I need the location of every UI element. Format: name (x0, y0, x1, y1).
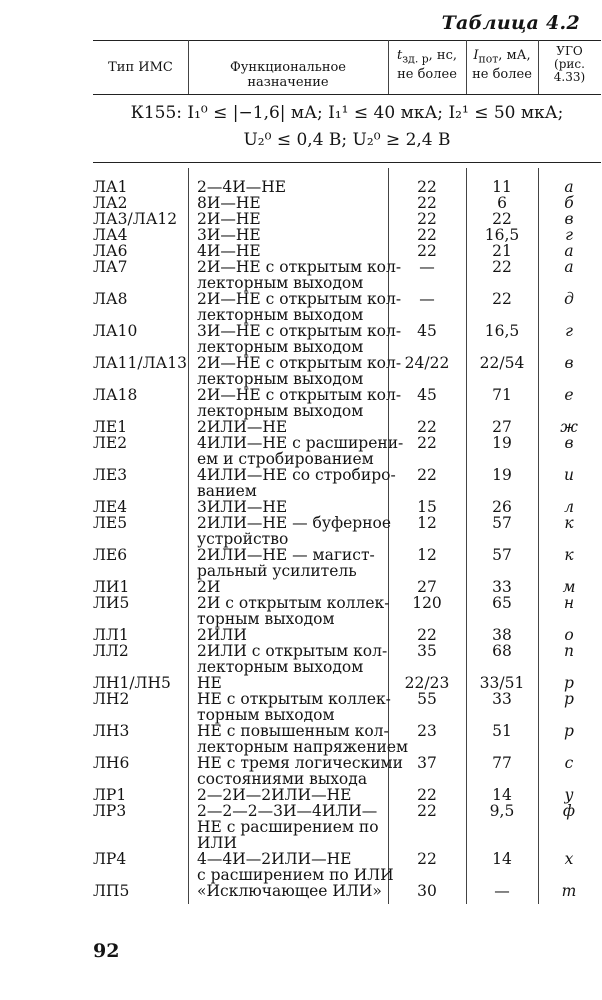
current-value: 14 (492, 850, 512, 868)
ugo-letter: б (564, 194, 574, 212)
delay-value: 22 (417, 786, 437, 804)
current-value: 33 (492, 578, 512, 596)
delay-value: 22 (417, 466, 437, 484)
ugo-letter: е (564, 386, 574, 404)
function-text: ванием (197, 482, 257, 500)
function-text: НЕ с повышенным кол- (197, 722, 389, 740)
delay-value: 22 (417, 418, 437, 436)
delay-value: 22 (417, 626, 437, 644)
header-bottom-rule (93, 94, 601, 95)
function-text: 2И—НЕ (197, 210, 261, 228)
current-value: 22 (492, 210, 512, 228)
function-text: 2И—НЕ с открытым кол- (197, 386, 402, 404)
current-value: 9,5 (489, 802, 515, 820)
ic-type: ЛА7 (93, 258, 128, 276)
ugo-letter: д (564, 290, 574, 308)
ugo-letter: в (564, 354, 574, 372)
current-value: 27 (492, 418, 512, 436)
delay-value: — (419, 258, 435, 276)
current-value: 22 (492, 290, 512, 308)
ugo-letter: г (565, 322, 573, 340)
function-text: лекторным выходом (197, 658, 364, 676)
ic-type: ЛА8 (93, 290, 128, 308)
function-text: 3И—НЕ (197, 226, 261, 244)
function-text: лекторным выходом (197, 370, 364, 388)
ic-type: ЛЛ2 (93, 642, 129, 660)
current-limit: не более (472, 66, 532, 82)
current-value: 22 (492, 258, 512, 276)
ugo-letter: ж (560, 418, 578, 436)
delay-value: 22 (417, 802, 437, 820)
function-text: торным выходом (197, 610, 335, 628)
ugo-letter: р (564, 690, 574, 708)
function-text: 3И—НЕ с открытым кол- (197, 322, 402, 340)
ugo-letter: а (564, 258, 574, 276)
header-current (466, 48, 538, 82)
ic-type: ЛЕ6 (93, 546, 128, 564)
ic-type: ЛП5 (93, 882, 130, 900)
ugo-letter: р (564, 674, 574, 692)
series-note-line-1: К155: I₁⁰ ≤ |−1,6| мА; I₁¹ ≤ 40 мкА; I₂¹ ≤ 50 мкА; (130, 103, 564, 123)
delay-subscript: зд. р (402, 52, 429, 66)
function-text: с расширением по ИЛИ (197, 866, 394, 884)
delay-value: 37 (417, 754, 437, 772)
column-divider (538, 168, 539, 904)
function-text: «Исключающее ИЛИ» (197, 882, 382, 900)
ugo-line-1: УГО (556, 44, 583, 58)
ic-type: ЛР4 (93, 850, 127, 868)
function-text: устройство (197, 530, 289, 548)
current-value: 19 (492, 466, 512, 484)
function-text: НЕ с тремя логическими (197, 754, 403, 772)
function-text: 2ИЛИ—НЕ — буферное (197, 514, 392, 532)
current-value: 6 (497, 194, 507, 212)
delay-value: 22/23 (404, 674, 450, 692)
function-text: 2ИЛИ—НЕ (197, 418, 288, 436)
function-text: ем и стробированием (197, 450, 374, 468)
header-top-rule (93, 40, 601, 41)
delay-limit: не более (397, 66, 457, 82)
table-caption: Таблица 4.2 (441, 12, 580, 34)
current-subscript: пот (478, 52, 499, 66)
function-text: НЕ с открытым коллек- (197, 690, 391, 708)
ugo-line-2: (рис. (554, 57, 585, 71)
delay-value: 45 (417, 322, 437, 340)
current-value: 14 (492, 786, 512, 804)
ic-type: ЛЕ1 (93, 418, 128, 436)
ic-type: ЛЕ3 (93, 466, 128, 484)
current-value: 11 (492, 178, 512, 196)
function-text: 2ИЛИ (197, 626, 247, 644)
function-text: лекторным выходом (197, 402, 364, 420)
ic-type: ЛН3 (93, 722, 130, 740)
ugo-letter: л (564, 498, 574, 516)
ic-type: ЛА11/ЛА13 (93, 354, 188, 372)
header-function: Функциональное назначение (229, 60, 347, 90)
delay-value: 22 (417, 178, 437, 196)
ic-type: ЛЕ2 (93, 434, 128, 452)
current-value: 71 (492, 386, 512, 404)
function-text: НЕ (197, 674, 222, 692)
function-text: 2И с открытым коллек- (197, 594, 390, 612)
delay-value: 22 (417, 194, 437, 212)
delay-unit: , нс, (428, 48, 457, 63)
ic-type: ЛА3/ЛА12 (93, 210, 178, 228)
delay-value: 45 (417, 386, 437, 404)
current-value: 16,5 (484, 226, 520, 244)
ugo-letter: г (565, 226, 573, 244)
ugo-letter: а (564, 178, 574, 196)
delay-value: 24/22 (404, 354, 450, 372)
ugo-letter: к (564, 546, 574, 564)
function-text: 4—4И—2ИЛИ—НЕ (197, 850, 352, 868)
column-divider (188, 168, 189, 904)
ic-type: ЛН6 (93, 754, 130, 772)
delay-value: 27 (417, 578, 437, 596)
current-value: 21 (492, 242, 512, 260)
current-value: 57 (492, 514, 512, 532)
ic-type: ЛА10 (93, 322, 138, 340)
current-value: 26 (492, 498, 512, 516)
delay-value: 55 (417, 690, 437, 708)
delay-value: 22 (417, 210, 437, 228)
function-text: лекторным выходом (197, 274, 364, 292)
ugo-letter: р (564, 722, 574, 740)
delay-value: 35 (417, 642, 437, 660)
ugo-letter: п (564, 642, 574, 660)
current-unit: , мА, (498, 48, 531, 63)
delay-value: 22 (417, 242, 437, 260)
current-value: 22/54 (479, 354, 525, 372)
function-text: 2—2—2—3И—4ИЛИ— (197, 802, 378, 820)
body-top-rule (93, 162, 601, 163)
ic-type: ЛИ5 (93, 594, 130, 612)
current-value: 77 (492, 754, 512, 772)
header-type: Тип ИМС (108, 60, 173, 75)
current-value: 33 (492, 690, 512, 708)
delay-value: 120 (412, 594, 442, 612)
function-text: 4И—НЕ (197, 242, 261, 260)
function-text: 2ИЛИ—НЕ — магист- (197, 546, 375, 564)
page-number: 92 (93, 940, 120, 962)
function-text: ИЛИ (197, 834, 237, 852)
function-text: торным выходом (197, 706, 335, 724)
function-text: 3ИЛИ—НЕ (197, 498, 288, 516)
function-text: 4ИЛИ—НЕ с расширени- (197, 434, 404, 452)
ic-type: ЛА18 (93, 386, 138, 404)
series-note-line-2: U₂⁰ ≤ 0,4 В; U₂⁰ ≥ 2,4 В (243, 130, 451, 150)
ugo-letter: н (563, 594, 575, 612)
function-text: 2—2И—2ИЛИ—НЕ (197, 786, 352, 804)
ic-type: ЛН1/ЛН5 (93, 674, 171, 692)
current-value: 51 (492, 722, 512, 740)
function-text: 4ИЛИ—НЕ со стробиро- (197, 466, 396, 484)
function-text: 2И—НЕ с открытым кол- (197, 290, 402, 308)
current-value: 68 (492, 642, 512, 660)
function-text: состояниями выхода (197, 770, 368, 788)
ic-type: ЛЛ1 (93, 626, 129, 644)
ic-type: ЛИ1 (93, 578, 130, 596)
delay-symbol: t (397, 48, 403, 63)
ugo-letter: с (564, 754, 574, 772)
delay-value: 23 (417, 722, 437, 740)
ic-type: ЛЕ4 (93, 498, 128, 516)
function-text: лекторным выходом (197, 338, 364, 356)
ic-type: ЛР3 (93, 802, 127, 820)
current-symbol: I (473, 48, 479, 63)
ugo-letter: в (564, 434, 574, 452)
ic-type: ЛА2 (93, 194, 128, 212)
ugo-letter: к (564, 514, 574, 532)
function-text: лекторным напряжением (197, 738, 409, 756)
function-text: 2И (197, 578, 221, 596)
current-value: 19 (492, 434, 512, 452)
ic-type: ЛА4 (93, 226, 128, 244)
delay-value: 15 (417, 498, 437, 516)
function-text: 2И—НЕ с открытым кол- (197, 258, 402, 276)
function-text: 2ИЛИ с открытым кол- (197, 642, 388, 660)
ugo-letter: х (564, 850, 574, 868)
ic-type: ЛЕ5 (93, 514, 128, 532)
delay-value: 22 (417, 226, 437, 244)
current-value: 16,5 (484, 322, 520, 340)
ugo-letter: у (564, 786, 574, 804)
header-delay (388, 48, 466, 82)
current-value: — (494, 882, 510, 900)
current-value: 65 (492, 594, 512, 612)
function-text: 2—4И—НЕ (197, 178, 287, 196)
delay-value: 22 (417, 850, 437, 868)
delay-value: 12 (417, 546, 437, 564)
delay-value: 12 (417, 514, 437, 532)
ugo-letter: а (564, 242, 574, 260)
ugo-letter: и (564, 466, 574, 484)
ugo-letter: т (561, 882, 577, 900)
delay-value: — (419, 290, 435, 308)
ugo-letter: в (564, 210, 574, 228)
function-text: ральный усилитель (197, 562, 357, 580)
current-value: 33/51 (479, 674, 525, 692)
ugo-letter: м (562, 578, 576, 596)
ic-type: ЛА1 (93, 178, 128, 196)
function-text: лекторным выходом (197, 306, 364, 324)
current-value: 57 (492, 546, 512, 564)
ugo-letter: о (564, 626, 574, 644)
ugo-line-3: 4.33) (553, 70, 586, 84)
ic-type: ЛН2 (93, 690, 130, 708)
delay-value: 22 (417, 434, 437, 452)
ic-type: ЛР1 (93, 786, 127, 804)
ic-type: ЛА6 (93, 242, 128, 260)
current-value: 38 (492, 626, 512, 644)
function-text: НЕ с расширением по (197, 818, 379, 836)
delay-value: 30 (417, 882, 437, 900)
ugo-letter: ф (562, 802, 576, 820)
function-text: 2И—НЕ с открытым кол- (197, 354, 402, 372)
function-text: 8И—НЕ (197, 194, 261, 212)
header-ugo (538, 45, 601, 84)
